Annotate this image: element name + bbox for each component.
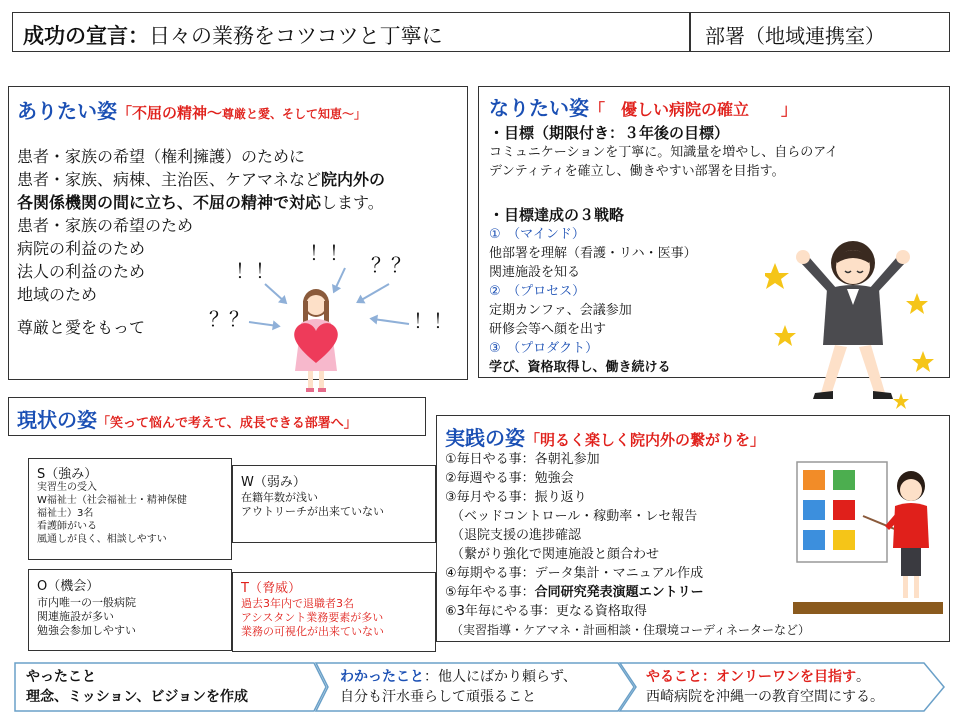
swot-item: W福祉士（社会福祉士・精神保健 [37, 495, 187, 506]
arita-line: 法人の利益のため [17, 262, 146, 281]
exclaim-mark: ！！ [309, 241, 349, 265]
swot-item: 看護師がいる [37, 521, 97, 532]
swot-item: 過去3年内で退職者3名 [241, 597, 354, 610]
arita-line: 地域のため [17, 285, 98, 304]
arita-line [17, 168, 385, 191]
jissen-line: （退院支援の進捗確認 [451, 528, 582, 543]
jissen-line: （繋がり強化で関連施設と顔合わせ [451, 547, 660, 562]
learned-heading: わかったこと [340, 669, 424, 685]
swot-item: 実習生の受入 [37, 482, 97, 493]
swot-w-title: W（弱み） [241, 475, 306, 490]
naritai-title [489, 92, 797, 121]
done-heading: やったこと [26, 669, 96, 685]
jissen-bold-text: 合同研究発表演題エントリー [534, 585, 704, 600]
swot-threat [232, 572, 436, 652]
strategy-line: 学び、資格取得し、働き続ける [489, 360, 671, 375]
jissen-subtitle: 「明るく楽しく院内外の繋がりを」 [525, 431, 766, 449]
arita-bold-text: 各関係機関の間に立ち、不屈の精神で対応 [17, 193, 322, 212]
jissen-line: ④毎期やる事：データ集計・マニュアル作成 [445, 566, 704, 581]
jissen-line [445, 583, 810, 602]
learned-body: 自分も汗水垂らして頑張ること [340, 689, 536, 705]
genjo-header [8, 397, 426, 436]
swot-item: アシスタント業務要素が多い [241, 611, 384, 624]
naritai-heading: なりたい姿 [489, 96, 589, 120]
title-rest: 日々の業務をコツコツと丁寧に [149, 24, 443, 48]
page-title [23, 20, 443, 50]
strategy-process: ② （プロセス） [489, 284, 586, 299]
jissen-heading: 実践の姿 [445, 426, 525, 450]
swot-w-list [241, 491, 384, 519]
footer-learned [340, 667, 577, 707]
learned-line [340, 667, 577, 687]
goal-line: デンティティを確立し、働きやすい部署を目指す。 [489, 164, 785, 179]
teacher-board-illustration [793, 456, 943, 616]
question-mark: ？？ [209, 307, 249, 331]
department-box [690, 12, 950, 52]
arita-bold-text: 院内外の [321, 170, 386, 189]
jissen-line: ⑥3年毎にやる事：更なる資格取得 [445, 604, 647, 619]
jissen-line: ①毎日やる事：各朝礼参加 [445, 452, 600, 467]
strategy-list [489, 225, 697, 377]
swot-item: 在籍年数が浅い [241, 491, 318, 504]
jissen-line: ②毎週やる事：勉強会 [445, 471, 574, 486]
goal-line: コミュニケーションを丁寧に。知識量を増やし、自らのアイ [489, 145, 839, 160]
girl-heart-illustration [281, 287, 351, 395]
done-body: 理念、ミッション、ビジョンを作成 [26, 689, 249, 705]
title-bold: 成功の宣言： [23, 24, 149, 48]
arita-line: 患者・家族の希望のため [17, 216, 194, 235]
arita-line: 病院の利益のため [17, 239, 146, 258]
jissen-section [436, 415, 950, 642]
jissen-title [445, 422, 765, 451]
swot-weakness [232, 465, 436, 543]
swot-item: 勉強会参加しやすい [37, 624, 136, 637]
todo-line [646, 667, 884, 687]
swot-s-title: S（強み） [37, 467, 98, 482]
jissen-line: （ベッドコントロール・稼動率・レセ報告 [451, 509, 698, 524]
swot-item: 業務の可視化が出来ていない [241, 625, 384, 638]
swot-t-title: T（脅威） [241, 581, 301, 596]
arita-text: します。 [321, 193, 384, 212]
arita-line [17, 191, 385, 214]
jissen-body [445, 450, 810, 640]
swot-s-list [37, 481, 187, 546]
exclaim-mark: ！！ [235, 259, 275, 283]
genjo-title [17, 404, 357, 433]
department-label: 部署（地域連携室） [705, 24, 885, 48]
arita-subtitle-b: 尊厳と愛、そして知恵～」 [222, 107, 367, 121]
swot-o-list [37, 596, 136, 638]
strategy-line: 研修会等へ顔を出す [489, 322, 607, 337]
arita-title [17, 95, 366, 124]
jissen-text: ⑤毎年やる事： [445, 585, 535, 600]
arita-subtitle-a: 「不屈の精神～ [117, 104, 223, 122]
footer-done [26, 667, 248, 707]
strategy-line: 定期カンファ、会議参加 [489, 303, 632, 318]
exclaim-mark: ！！ [413, 309, 453, 333]
arita-line: 患者・家族の希望（権利擁護）のために [17, 147, 306, 166]
swot-item: 福祉士）3名 [37, 508, 94, 519]
arita-text: 患者・家族、病棟、主治医、ケアマネなど [17, 170, 322, 189]
jissen-line: ③毎月やる事：振り返り [445, 490, 587, 505]
learned-rest: ：他人にばかり頼らず、 [424, 669, 577, 685]
naritai-subtitle: 「 優しい病院の確立 」 [589, 100, 798, 119]
arita-line: 尊厳と愛をもって [17, 318, 146, 337]
todo-heading: やること：オンリーワンを目指す [646, 669, 856, 685]
question-mark: ？？ [371, 253, 411, 277]
swot-item: 風通しが良く、相談しやすい [37, 534, 167, 545]
swot-t-list [241, 597, 384, 639]
strategy-mind: ① （マインド） [489, 227, 585, 242]
goal-body [489, 143, 838, 181]
swot-item: アウトリーチが出来ていない [241, 505, 384, 518]
todo-dot: 。 [856, 669, 870, 685]
arita-heading: ありたい姿 [17, 99, 117, 123]
jissen-line: （実習指導・ケアマネ・計画相談・住環境コーディネーターなど） [451, 623, 811, 637]
strategy-heading: ・目標達成の３戦略 [489, 206, 625, 224]
arita-section [8, 86, 468, 380]
cheering-woman-illustration [765, 233, 941, 409]
strategy-line: 関連施設を知る [489, 265, 581, 280]
goal-heading: ・目標（期限付き：３年後の目標） [489, 124, 730, 142]
swot-item: 市内唯一の一般病院 [37, 596, 136, 609]
swot-opportunity [28, 569, 232, 651]
genjo-subtitle: 「笑って悩んで考えて、成長できる部署へ」 [97, 416, 357, 431]
strategy-product: ③ （プロダクト） [489, 341, 599, 356]
naritai-section [478, 86, 950, 378]
footer-todo [646, 667, 884, 707]
title-box [12, 12, 690, 52]
genjo-heading: 現状の姿 [17, 408, 97, 432]
strategy-line: 他部署を理解（看護・リハ・医事） [489, 246, 697, 261]
todo-body: 西崎病院を沖縄一の教育空間にする。 [646, 689, 884, 705]
swot-strength [28, 458, 232, 560]
swot-o-title: O（機会） [37, 579, 100, 594]
swot-item: 関連施設が多い [37, 610, 114, 623]
